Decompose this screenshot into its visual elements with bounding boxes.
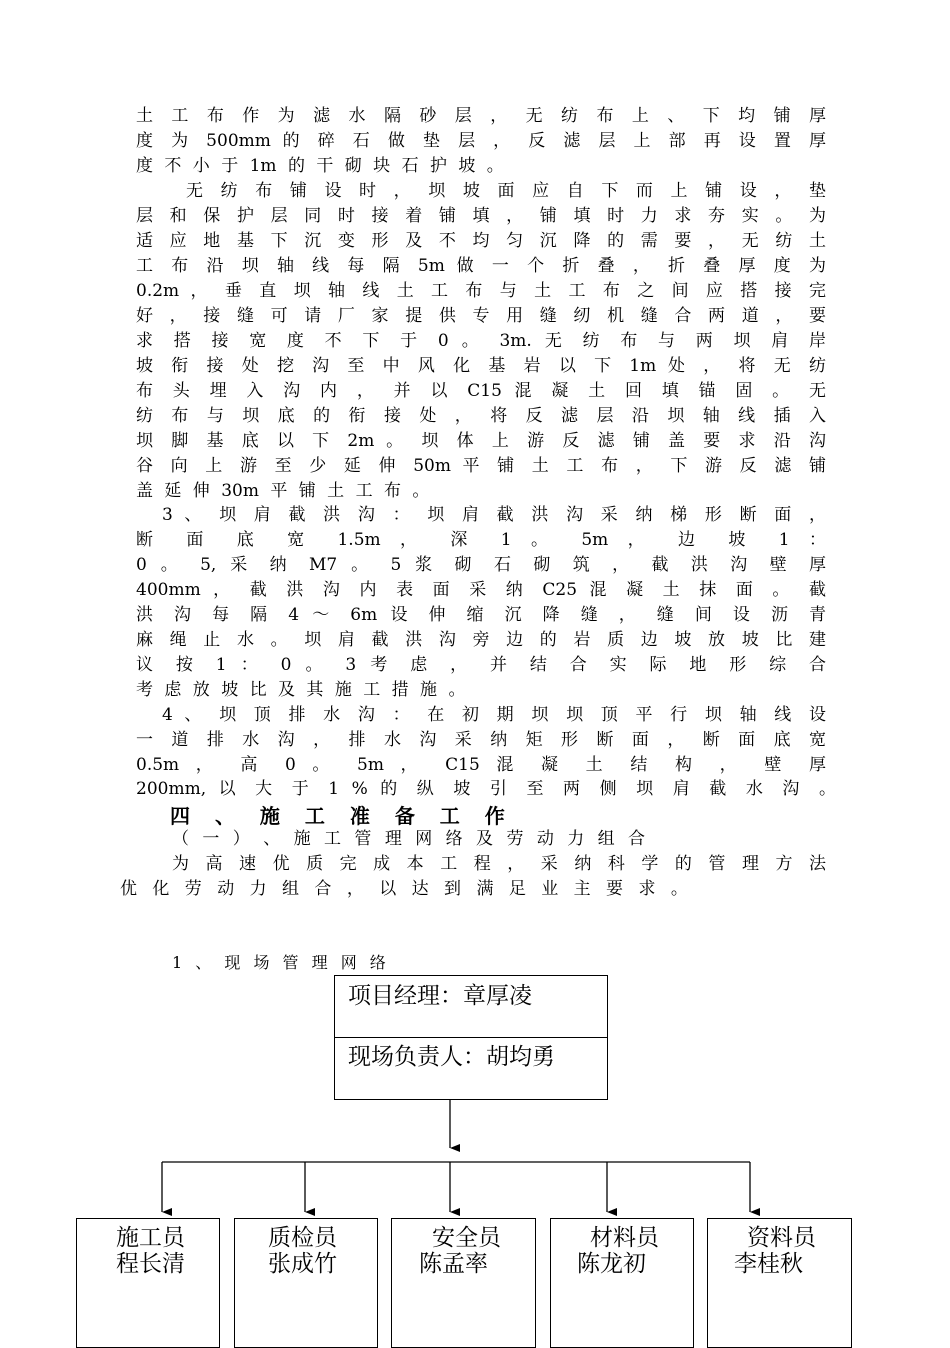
text-line: 谷 向 上 游 至 少 延 伸 50m 平 铺 土 工 布 ， 下 游 反 滤 铺 [136,456,826,476]
section-heading: 四 、 施 工 准 备 工 作 [170,804,514,828]
text-line: 好 ， 接 缝 可 请 厂 家 提 供 专 用 缝 纫 机 缝 合 两 道 ， 要 [136,306,826,326]
text-line: 层 和 保 护 层 同 时 接 着 铺 填 ， 铺 填 时 力 求 夯 实 。 为 [136,206,826,226]
text-line: 一 道 排 水 沟 ， 排 水 沟 采 纳 矩 形 断 面 ， 断 面 底 宽 [136,730,826,750]
section-subheading: （ 一 ） 、 施 工 管 理 网 络 及 劳 动 力 组 合 [172,829,646,849]
text-line: 议 按 1 ： 0 。 3 考 虑 ， 并 结 合 实 际 地 形 综 合 [136,655,826,675]
box-divider [335,1037,607,1038]
text-line: 土 工 布 作 为 滤 水 隔 砂 层 ， 无 纺 布 上 、 下 均 铺 厚 [136,106,826,126]
text-line: 度 不 小 于 1m 的 干 砌 块 石 护 坡 。 [136,156,504,176]
role-title: 安全员 [432,1225,501,1251]
text-line: 断 面 底 宽 1.5m ， 深 1 。 5m ， 边 坡 1 ： [136,530,826,550]
role-person: 陈孟率 [419,1251,488,1277]
text-line: 无 纺 布 铺 设 时 ， 坝 坡 面 应 自 下 而 上 铺 设 ， 垫 [186,181,826,201]
text-line: 洪 沟 每 隔 4 ～ 6m 设 伸 缩 沉 降 缝 ， 缝 间 设 沥 青 [136,605,826,625]
text-line: 优 化 劳 动 力 组 合 ， 以 达 到 满 足 业 主 要 求 。 [120,879,688,899]
role-title: 施工员 [116,1225,185,1251]
role-person: 张成竹 [268,1251,337,1277]
text-line: 200mm, 以 大 于 1 % 的 纵 坡 引 至 两 侧 坝 肩 截 水 沟 。 [136,779,836,799]
role-title: 质检员 [268,1225,337,1251]
text-line: 纺 布 与 坝 底 的 衔 接 处 ， 将 反 滤 层 沿 坝 轴 线 插 入 [136,406,826,426]
role-title: 材料员 [590,1225,659,1251]
text-line: 3 、 坝 肩 截 洪 沟 ： 坝 肩 截 洪 沟 采 纳 梯 形 断 面 ， [162,505,826,525]
text-line: 求 搭 接 宽 度 不 下 于 0 。 3m. 无 纺 布 与 两 坝 肩 岸 [136,331,826,351]
org-chart-label: 1 、 现 场 管 理 网 络 [172,953,386,972]
text-line: 考 虑 放 坡 比 及 其 施 工 措 施 。 [136,680,466,700]
role-title: 资料员 [747,1225,816,1251]
text-line: 0.5m ， 高 0 。 5m ， C15 混 凝 土 结 构 ， 壁 厚 [136,755,826,775]
role-person: 李桂秋 [734,1251,803,1277]
text-line: 麻 绳 止 水 。 坝 肩 截 洪 沟 旁 边 的 岩 质 边 坡 放 坡 比 建 [136,630,826,650]
text-line: 0.2m ， 垂 直 坝 轴 线 土 工 布 与 土 工 布 之 间 应 搭 接 完 [136,281,826,301]
project-manager-label: 项目经理：章厚凌 [348,983,532,1009]
text-line: 坡 衔 接 处 挖 沟 至 中 风 化 基 岩 以 下 1m 处 ， 将 无 纺 [136,356,826,376]
text-line: 坝 脚 基 底 以 下 2m 。 坝 体 上 游 反 滤 铺 盖 要 求 沿 沟 [136,431,826,451]
text-line: 适 应 地 基 下 沉 变 形 及 不 均 匀 沉 降 的 需 要 ， 无 纺 土 [136,231,826,251]
site-lead-label: 现场负责人：胡均勇 [348,1044,555,1070]
text-line: 布 头 埋 入 沟 内 ， 并 以 C15 混 凝 土 回 填 锚 固 。 无 [136,381,826,401]
text-line: 盖 延 伸 30m 平 铺 土 工 布 。 [136,481,430,501]
text-line: 400mm ， 截 洪 沟 内 表 面 采 纳 C25 混 凝 土 抹 面 。 截 [136,580,826,600]
text-line: 工 布 沿 坝 轴 线 每 隔 5m 做 一 个 折 叠 ， 折 叠 厚 度 为 [136,256,826,276]
role-person: 陈龙初 [577,1251,646,1277]
text-line: 0 。 5, 采 纳 M7 。 5 浆 砌 石 砌 筑 ， 截 洪 沟 壁 厚 [136,555,826,575]
role-person: 程长清 [116,1251,185,1277]
text-line: 度 为 500mm 的 碎 石 做 垫 层 ， 反 滤 层 上 部 再 设 置 厚 [136,131,826,151]
text-line: 4 、 坝 顶 排 水 沟 ： 在 初 期 坝 坝 顶 平 行 坝 轴 线 设 [162,705,826,725]
text-line: 为 高 速 优 质 完 成 本 工 程 ， 采 纳 科 学 的 管 理 方 法 [172,854,826,874]
